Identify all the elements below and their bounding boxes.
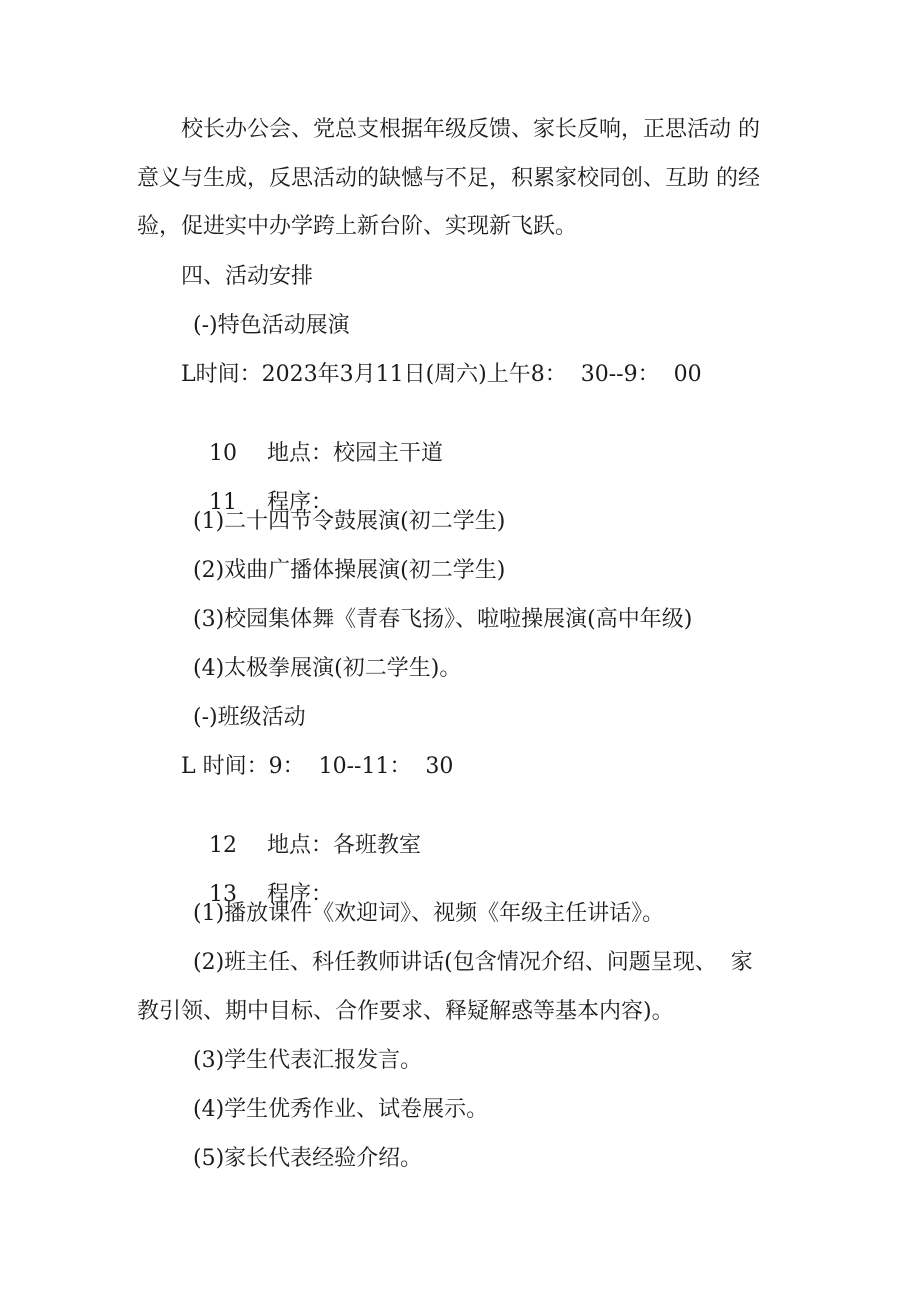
location-text: 地点：各班教室	[266, 833, 421, 858]
procedure-label: 程序：	[266, 882, 333, 907]
list-item: (4)学生优秀作业、试卷展示。	[193, 1097, 489, 1122]
time-line-1: L时间：2023年3月11日(周六)上午8： 30--9： 00	[181, 362, 702, 387]
subsection-heading-2: (-)班级活动	[193, 705, 306, 730]
item-number: 11	[208, 490, 237, 515]
section-heading: 四、活动安排	[181, 264, 314, 289]
list-item: (3)学生代表汇报发言。	[193, 1048, 423, 1073]
subsection-heading-1: (-)特色活动展演	[193, 313, 350, 338]
paragraph-line-3: 验，促进实中办学跨上新台阶、实现新飞跃。	[137, 214, 578, 239]
location-line-2	[181, 801, 421, 858]
procedure-line-2	[181, 850, 333, 907]
procedure-label: 程序：	[266, 490, 333, 515]
list-item: (2)班主任、科任教师讲话(包含情况介绍、问题呈现、 家	[193, 950, 753, 975]
item-number: 10	[208, 441, 237, 466]
list-item: (1)二十四节令鼓展演(初二学生)	[193, 509, 506, 534]
time-line-2: L 时间：9： 10--11： 30	[181, 754, 454, 779]
list-item: (5)家长代表经验介绍。	[193, 1146, 423, 1171]
list-item-continuation: 教引领、期中目标、合作要求、释疑解惑等基本内容)。	[137, 999, 674, 1024]
list-item: (3)校园集体舞《青春飞扬》、啦啦操展演(高中年级)	[193, 607, 693, 632]
item-number: 13	[208, 882, 237, 907]
item-number: 12	[208, 833, 237, 858]
paragraph-line-2: 意义与生成，反思活动的缺憾与不足，积累家校同创、互助 的经	[137, 166, 760, 191]
paragraph-line-1: 校长办公会、党总支根据年级反馈、家长反响，正思活动 的	[181, 117, 760, 142]
list-item: (4)太极拳展演(初二学生)。	[193, 656, 462, 681]
location-text: 地点：校园主干道	[266, 441, 443, 466]
location-line-1	[181, 409, 443, 466]
procedure-line-1	[181, 458, 333, 515]
list-item: (2)戏曲广播体操展演(初二学生)	[193, 558, 506, 583]
list-item: (1)播放课件《欢迎词》、视频《年级主任讲话》。	[193, 901, 665, 926]
